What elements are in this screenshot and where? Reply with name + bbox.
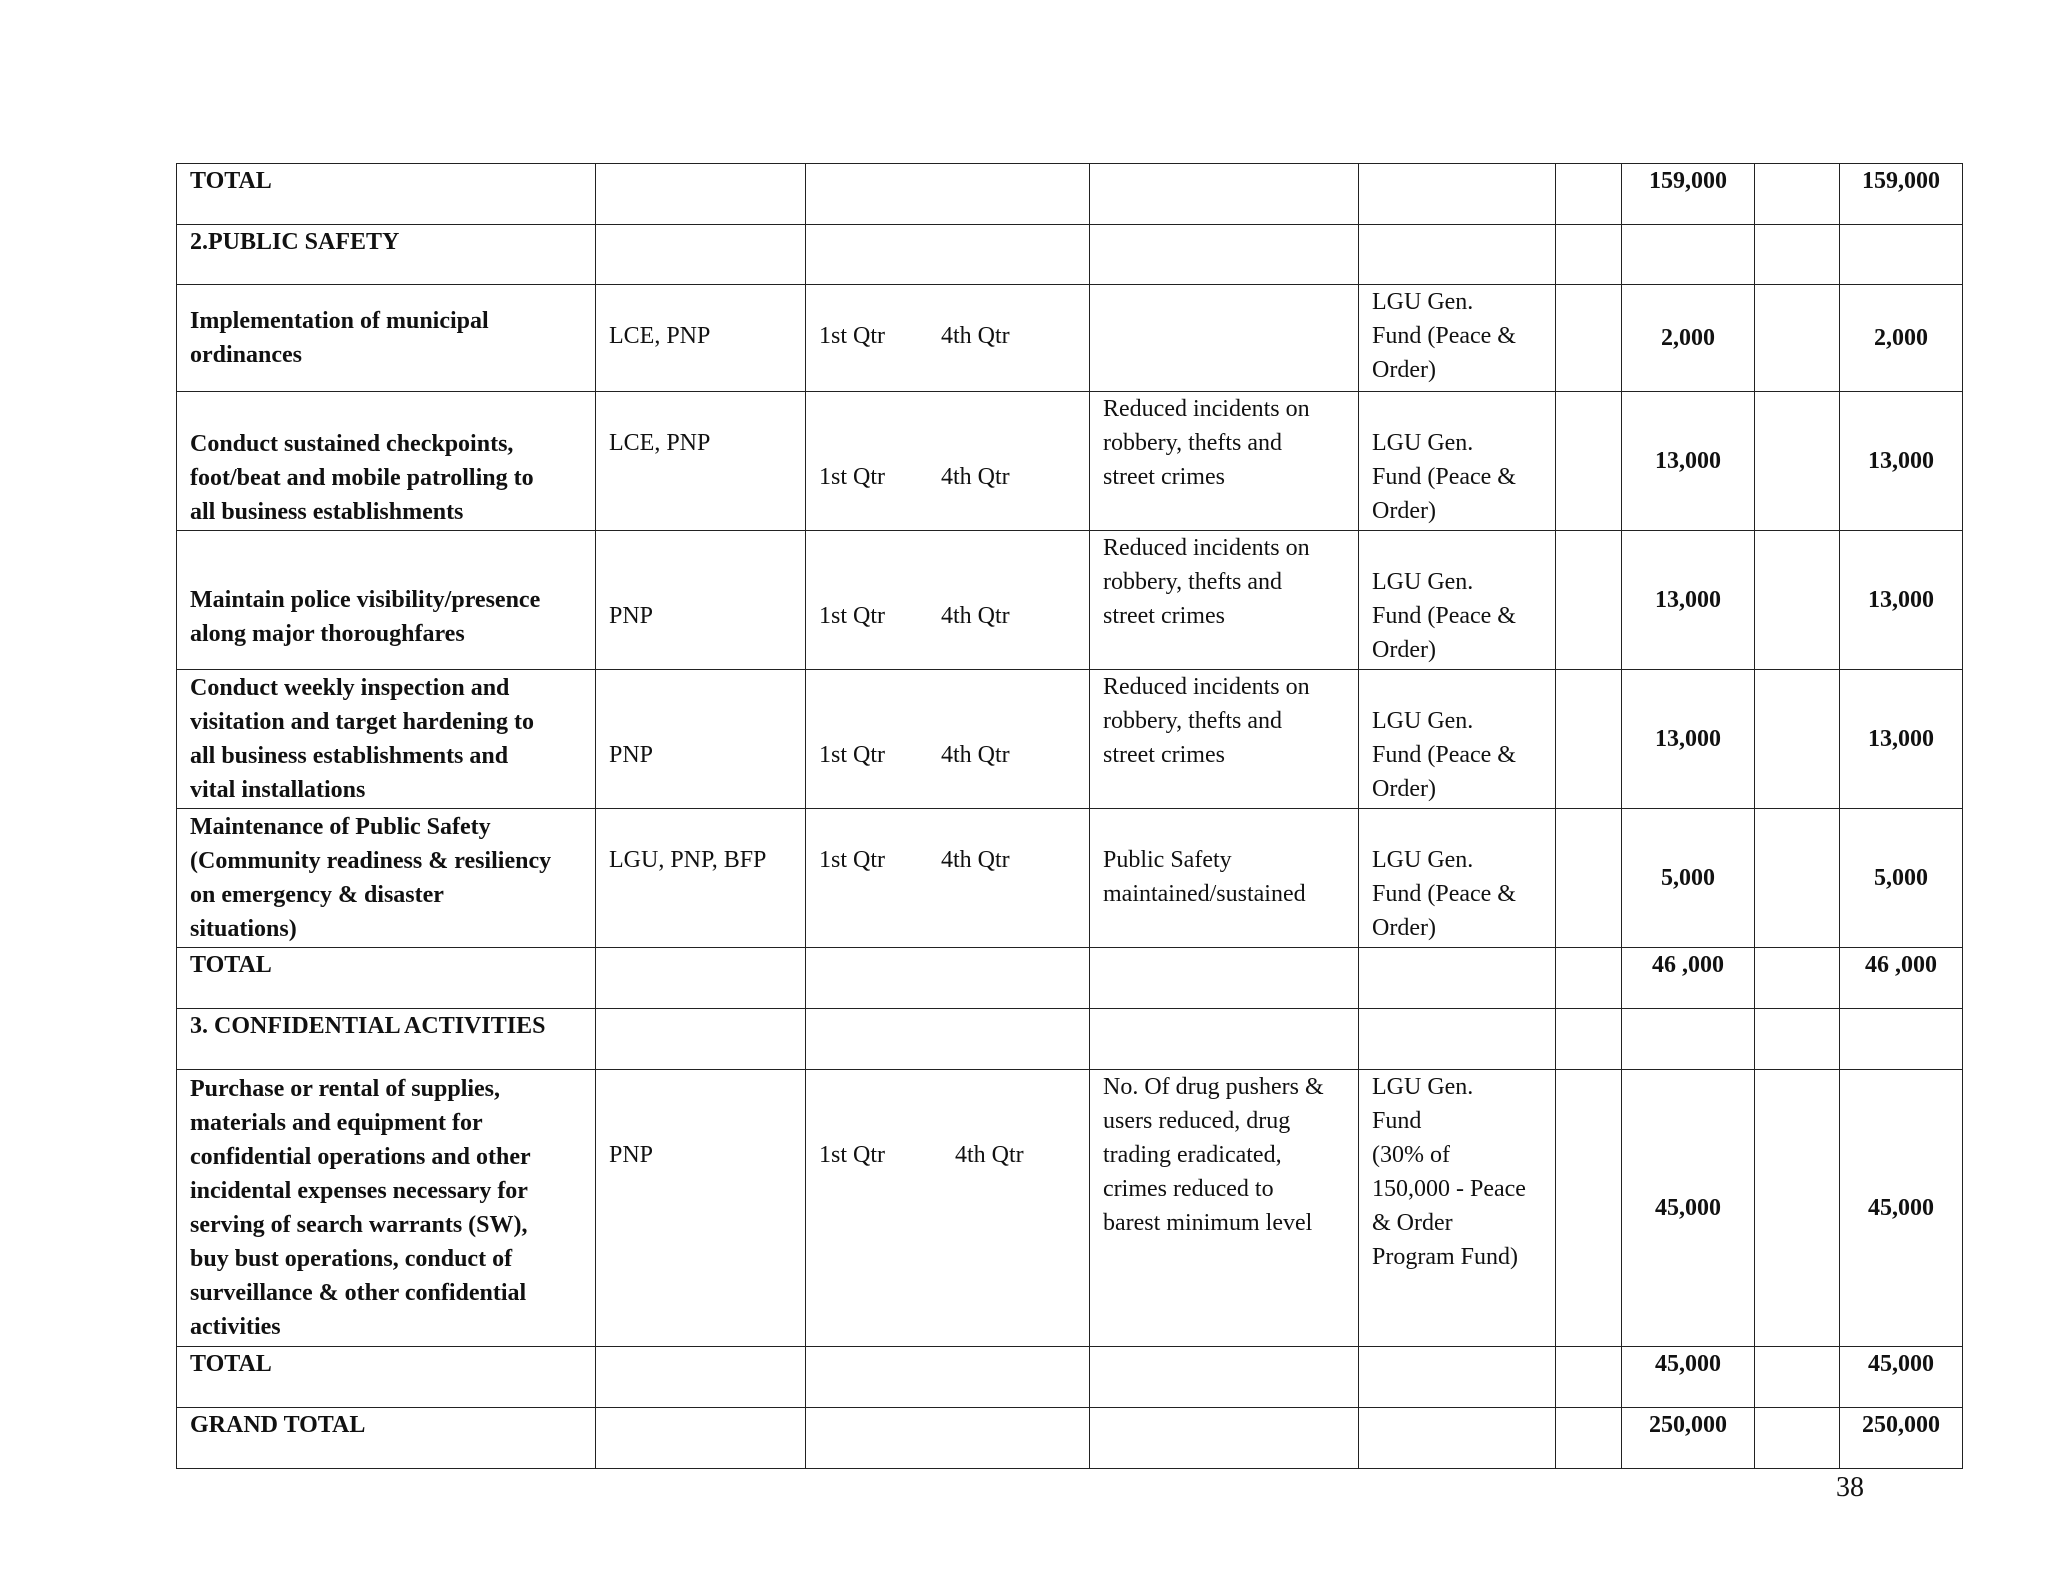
schedule-range	[819, 670, 1076, 772]
blank-cell	[1359, 948, 1556, 1009]
table-row	[177, 809, 1963, 948]
blank-cell	[1556, 392, 1622, 531]
blank-cell	[1755, 948, 1840, 1009]
amount-cell: 159,000	[1622, 164, 1755, 225]
total-amount-cell: 159,000	[1840, 164, 1963, 225]
end-quarter: 4th Qtr	[941, 464, 1010, 490]
activity-cell: Conduct sustained checkpoints, foot/beat and mobile patrolling to all business establishments	[177, 392, 596, 531]
total-row	[177, 948, 1963, 1009]
blank-cell	[1755, 285, 1840, 392]
blank-cell	[1556, 531, 1622, 670]
table-row	[177, 285, 1963, 392]
amount-cell: 13,000	[1622, 670, 1755, 809]
blank-cell	[1755, 1070, 1840, 1347]
blank-cell	[806, 1009, 1090, 1070]
amount-cell: 46 ,000	[1622, 948, 1755, 1009]
outcome-cell: Reduced incidents on robbery, thefts and street crimes	[1090, 531, 1359, 670]
total-amount-cell: 46 ,000	[1840, 948, 1963, 1009]
blank-cell	[1622, 225, 1755, 285]
blank-cell	[806, 1408, 1090, 1469]
blank-cell	[1359, 1408, 1556, 1469]
blank-cell	[596, 1347, 806, 1408]
total-amount-cell: 5,000	[1840, 809, 1963, 948]
blank-cell	[1755, 531, 1840, 670]
fund-source-cell: LGU Gen. Fund (30% of 150,000 - Peace & Order Program Fund)	[1359, 1070, 1556, 1347]
schedule-range	[819, 1070, 1076, 1172]
blank-cell	[1556, 1408, 1622, 1469]
table-row	[177, 531, 1963, 670]
fund-source-cell: LGU Gen. Fund (Peace & Order)	[1359, 531, 1556, 670]
blank-cell	[1359, 225, 1556, 285]
blank-cell	[1755, 1347, 1840, 1408]
total-row	[177, 1347, 1963, 1408]
amount-cell: 250,000	[1622, 1408, 1755, 1469]
table-row	[177, 392, 1963, 531]
fund-source-cell: LGU Gen. Fund (Peace & Order)	[1359, 392, 1556, 531]
office-cell: LCE, PNP	[596, 392, 806, 531]
blank-cell	[596, 948, 806, 1009]
schedule-range	[819, 531, 1076, 633]
amount-cell: 5,000	[1622, 809, 1755, 948]
amount-cell: 13,000	[1622, 392, 1755, 531]
outcome-cell: No. Of drug pushers & users reduced, drug trading eradicated, crimes reduced to barest minimum level	[1090, 1070, 1359, 1347]
schedule-range	[819, 285, 1076, 353]
activity-cell: 2.PUBLIC SAFETY	[177, 225, 596, 285]
amount-cell: 45,000	[1622, 1070, 1755, 1347]
blank-cell	[596, 1009, 806, 1070]
start-quarter: 1st Qtr	[819, 847, 885, 873]
section-header-row	[177, 1009, 1963, 1070]
start-quarter: 1st Qtr	[819, 464, 885, 490]
blank-cell	[1556, 225, 1622, 285]
schedule-cell	[806, 809, 1090, 948]
fund-source-cell: LGU Gen. Fund (Peace & Order)	[1359, 285, 1556, 392]
blank-cell	[1622, 1009, 1755, 1070]
table-row	[177, 1070, 1963, 1347]
blank-cell	[1755, 809, 1840, 948]
fund-source-cell: LGU Gen. Fund (Peace & Order)	[1359, 670, 1556, 809]
schedule-cell	[806, 1070, 1090, 1347]
blank-cell	[1556, 948, 1622, 1009]
blank-cell	[1090, 1408, 1359, 1469]
activity-cell: TOTAL	[177, 948, 596, 1009]
total-amount-cell: 45,000	[1840, 1070, 1963, 1347]
blank-cell	[1556, 670, 1622, 809]
blank-cell	[1090, 1347, 1359, 1408]
blank-cell	[1556, 1347, 1622, 1408]
total-amount-cell: 13,000	[1840, 392, 1963, 531]
office-cell: PNP	[596, 670, 806, 809]
blank-cell	[1090, 948, 1359, 1009]
blank-cell	[1556, 1070, 1622, 1347]
blank-cell	[806, 164, 1090, 225]
blank-cell	[1755, 225, 1840, 285]
office-cell: PNP	[596, 531, 806, 670]
outcome-cell	[1090, 285, 1359, 392]
activity-cell: 3. CONFIDENTIAL ACTIVITIES	[177, 1009, 596, 1070]
activity-cell: Conduct weekly inspection and visitation and target hardening to all business establishments and vital installations	[177, 670, 596, 809]
blank-cell	[1359, 1347, 1556, 1408]
start-quarter: 1st Qtr	[819, 323, 885, 349]
blank-cell	[1755, 392, 1840, 531]
office-cell: PNP	[596, 1070, 806, 1347]
budget-table	[176, 163, 1963, 1469]
blank-cell	[806, 225, 1090, 285]
blank-cell	[1090, 225, 1359, 285]
activity-cell: Maintain police visibility/presence along major thoroughfares	[177, 531, 596, 670]
blank-cell	[1556, 1009, 1622, 1070]
total-amount-cell: 2,000	[1840, 285, 1963, 392]
blank-cell	[806, 1347, 1090, 1408]
blank-cell	[1556, 285, 1622, 392]
amount-cell: 13,000	[1622, 531, 1755, 670]
end-quarter: 4th Qtr	[941, 323, 1010, 349]
section-header-row	[177, 225, 1963, 285]
blank-cell	[1755, 670, 1840, 809]
outcome-cell: Public Safety maintained/sustained	[1090, 809, 1359, 948]
total-amount-cell: 13,000	[1840, 531, 1963, 670]
amount-cell: 45,000	[1622, 1347, 1755, 1408]
start-quarter: 1st Qtr	[819, 603, 885, 629]
end-quarter: 4th Qtr	[941, 603, 1010, 629]
blank-cell	[1359, 1009, 1556, 1070]
activity-cell: TOTAL	[177, 1347, 596, 1408]
total-row	[177, 1408, 1963, 1469]
blank-cell	[1556, 164, 1622, 225]
blank-cell	[1359, 164, 1556, 225]
end-quarter: 4th Qtr	[955, 1142, 1024, 1168]
activity-cell: Purchase or rental of supplies, materials and equipment for confidential operations and other incidental expenses necessary for serving of search warrants (SW), buy bust operations, conduct of surveillance & other confidential activities	[177, 1070, 596, 1347]
amount-cell: 2,000	[1622, 285, 1755, 392]
start-quarter: 1st Qtr	[819, 742, 885, 768]
schedule-cell	[806, 531, 1090, 670]
total-row	[177, 164, 1963, 225]
blank-cell	[1755, 1408, 1840, 1469]
end-quarter: 4th Qtr	[941, 742, 1010, 768]
office-cell: LCE, PNP	[596, 285, 806, 392]
blank-cell	[1556, 809, 1622, 948]
schedule-cell	[806, 670, 1090, 809]
schedule-cell	[806, 285, 1090, 392]
total-amount-cell: 13,000	[1840, 670, 1963, 809]
blank-cell	[596, 225, 806, 285]
fund-source-cell: LGU Gen. Fund (Peace & Order)	[1359, 809, 1556, 948]
schedule-range	[819, 809, 1076, 877]
page-number: 38	[1836, 1472, 1864, 1503]
blank-cell	[1840, 1009, 1963, 1070]
blank-cell	[1755, 164, 1840, 225]
blank-cell	[596, 164, 806, 225]
total-amount-cell: 45,000	[1840, 1347, 1963, 1408]
blank-cell	[1755, 1009, 1840, 1070]
activity-cell: Maintenance of Public Safety (Community readiness & resiliency on emergency & disaster situations)	[177, 809, 596, 948]
outcome-cell: Reduced incidents on robbery, thefts and street crimes	[1090, 392, 1359, 531]
blank-cell	[1840, 225, 1963, 285]
blank-cell	[1090, 1009, 1359, 1070]
end-quarter: 4th Qtr	[941, 847, 1010, 873]
start-quarter: 1st Qtr	[819, 1142, 885, 1168]
activity-cell: TOTAL	[177, 164, 596, 225]
outcome-cell: Reduced incidents on robbery, thefts and street crimes	[1090, 670, 1359, 809]
activity-cell: GRAND TOTAL	[177, 1408, 596, 1469]
total-amount-cell: 250,000	[1840, 1408, 1963, 1469]
schedule-range	[819, 392, 1076, 494]
office-cell: LGU, PNP, BFP	[596, 809, 806, 948]
table-row	[177, 670, 1963, 809]
activity-cell: Implementation of municipal ordinances	[177, 285, 596, 392]
blank-cell	[596, 1408, 806, 1469]
blank-cell	[806, 948, 1090, 1009]
schedule-cell	[806, 392, 1090, 531]
blank-cell	[1090, 164, 1359, 225]
